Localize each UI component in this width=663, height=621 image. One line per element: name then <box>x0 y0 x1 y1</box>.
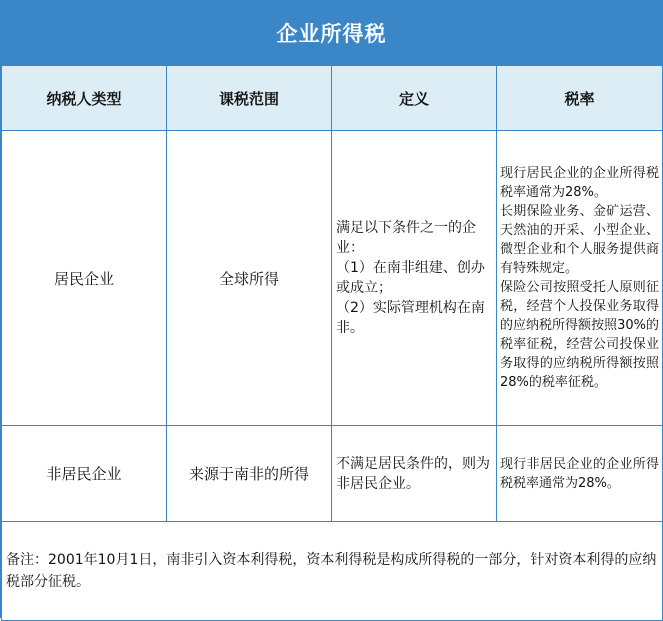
cell-type: 居民企业 <box>2 131 167 426</box>
rate-line: 现行非居民企业的企业所得税税率通常为28%。 <box>500 456 659 491</box>
header-definition: 定义 <box>332 66 497 131</box>
header-row <box>2 66 663 131</box>
cell-definition <box>332 426 497 522</box>
note-row <box>2 522 663 621</box>
header-taxpayer-type: 纳税人类型 <box>2 66 167 131</box>
note-text: 备注：2001年10月1日，南非引入资本利得税，资本利得税是构成所得税的一部分，针对资本利得的应纳税部分征税。 <box>2 522 663 621</box>
definition-line: （2）实际管理机构在南非。 <box>336 300 485 336</box>
rate-line: 长期保险业务、金矿运营、天然油的开采、小型企业、微型企业和个人服务提供商有特殊规定。 <box>500 204 659 276</box>
definition-line: （1）在南非组建、创办或成立； <box>336 260 485 296</box>
cell-type: 非居民企业 <box>2 426 167 522</box>
table-row <box>2 131 663 426</box>
cell-rate <box>497 426 663 522</box>
tax-table <box>1 65 663 621</box>
cell-definition <box>332 131 497 426</box>
cell-rate <box>497 131 663 426</box>
cell-scope: 全球所得 <box>167 131 332 426</box>
header-tax-scope: 课税范围 <box>167 66 332 131</box>
definition-line: 满足以下条件之一的企业： <box>336 220 476 256</box>
header-tax-rate: 税率 <box>497 66 663 131</box>
cell-scope: 来源于南非的所得 <box>167 426 332 522</box>
table-row <box>2 426 663 522</box>
rate-line: 现行居民企业的企业所得税税率通常为28%。 <box>500 166 659 200</box>
definition-line: 不满足居民条件的，则为非居民企业。 <box>336 455 490 492</box>
table-title: 企业所得税 <box>1 1 662 65</box>
rate-line: 保险公司按照受托人原则征税，经营个人投保业务取得的应纳税所得额按照30%的税率征税，经营公司投保业务取得的应纳税所得额按照28%的税率征税。 <box>500 280 659 390</box>
